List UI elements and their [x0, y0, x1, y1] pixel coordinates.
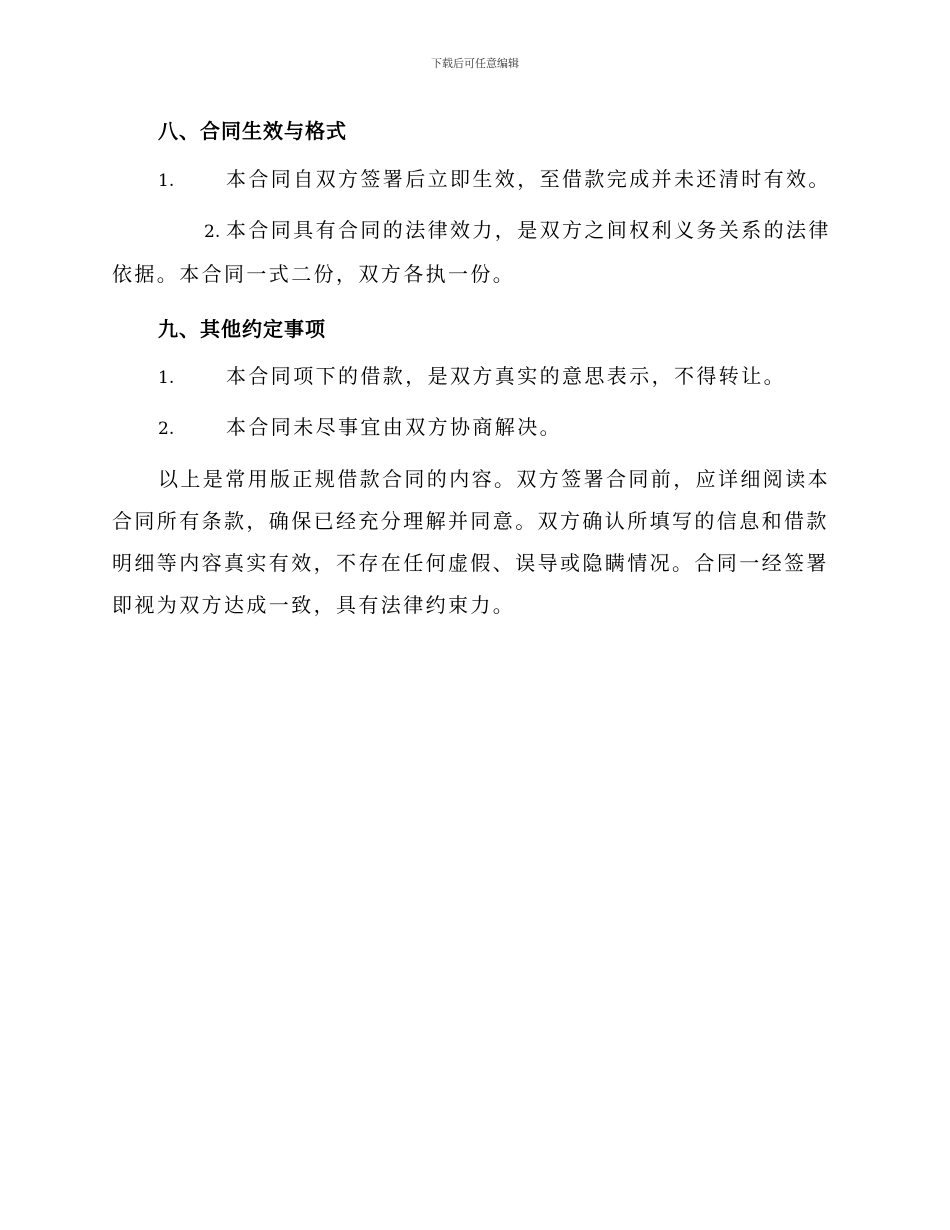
clause-number: 2.: [204, 222, 221, 242]
clause-9-1: [158, 355, 838, 399]
clause-9-2: [158, 406, 838, 450]
section-heading-9: 九、其他约定事项: [158, 317, 326, 341]
clause-text: 本合同项下的借款，是双方真实的意思表示，不得转让。: [226, 364, 786, 388]
clause-8-1: [158, 158, 838, 202]
clause-8-2: [112, 209, 834, 295]
clause-text: 本合同未尽事宜由双方协商解决。: [226, 415, 562, 439]
page-header: 下载后可任意编辑: [431, 57, 519, 70]
section-heading-8: 八、合同生效与格式: [158, 119, 347, 143]
closing-paragraph: 以上是常用版正规借款合同的内容。双方签署合同前，应详细阅读本合同所有条款，确保已经充分理解并同意。双方确认所填写的信息和借款明细等内容真实有效，不存在任何虚假、误导或隐瞒情况。合同一经签署即视为双方达成一致，具有法律约束力。: [112, 467, 830, 617]
clause-text: 本合同具有合同的法律效力，是双方之间权利义务关系的法律依据。本合同一式二份，双方各执一份。: [112, 218, 831, 286]
clause-number: 2.: [158, 419, 175, 439]
clause-text: 本合同自双方签署后立即生效，至借款完成并未还清时有效。: [226, 167, 831, 191]
clause-number: 1.: [158, 368, 175, 388]
clause-number: 1.: [158, 171, 175, 191]
